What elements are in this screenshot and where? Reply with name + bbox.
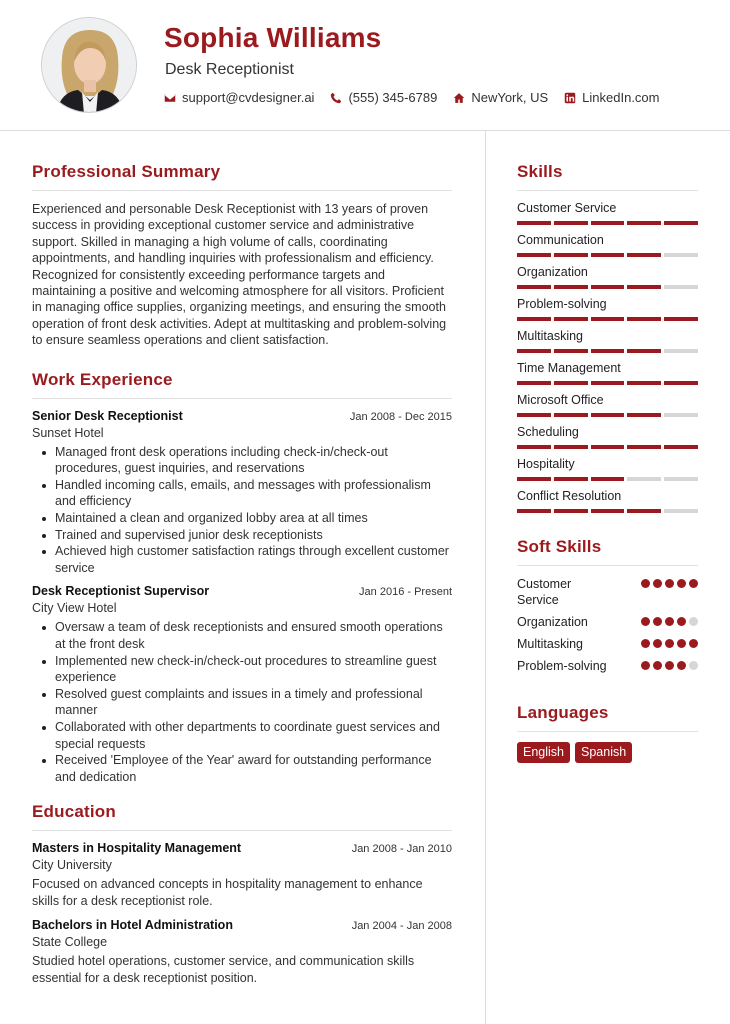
contact-location-text: NewYork, US [471,90,549,105]
skill-level-segment [517,349,551,353]
rating-dot [653,617,662,626]
skills-heading: Skills [517,162,698,191]
skills-section [517,162,698,513]
summary-text: Experienced and personable Desk Receptionist with 13 years of proven success in providing exceptional customer service and administrative support. Skilled in managing a high volume of calls, coordinating appointments, and handling inquiries with professionalism and efficiency. Recognized for consistently exceeding performance targets and maintaining a positive and welcoming atmosphere for all visitors. Proficient in managing office supplies, organizing meetings, and ensuring the smooth operation of front desk activities. Adept at multitasking and problem-solving to ensure seamless operations and client satisfaction. [32,202,447,348]
phone-icon [330,92,342,104]
sidebar-column [517,162,698,763]
job-entry-title: Senior Desk Receptionist [32,408,183,423]
skill-item [517,297,698,321]
skill-item [517,457,698,481]
soft-skill-item [517,636,698,652]
rating-dot [689,617,698,626]
job-entry [32,584,452,785]
skill-level-segment [591,477,625,481]
list-item: Maintained a clean and organized lobby area at all times [32,510,452,527]
soft-skill-rating [641,576,698,588]
skill-name: Time Management [517,361,621,375]
skill-item [517,329,698,353]
education-school: City University [32,858,112,873]
rating-dot [665,639,674,648]
soft-skill-rating [641,636,698,648]
main-column [32,162,452,992]
list-item: Managed front desk operations including check-in/check-out procedures, guest inquiries, and reservations [32,444,452,477]
skill-level-segment [591,221,625,225]
rating-dot [677,579,686,588]
education-degree: Bachelors in Hotel Administration [32,918,233,933]
skill-level-segment [591,253,625,257]
skill-level-bar [517,253,698,257]
job-entry-company: Sunset Hotel [32,425,104,440]
skill-level-segment [664,445,698,449]
soft-skill-rating [641,658,698,670]
job-title: Desk Receptionist [165,61,294,78]
soft-skills-section [517,537,698,674]
skill-level-segment [627,285,661,289]
experience-heading: Work Experience [32,370,452,399]
skill-level-segment [627,253,661,257]
skill-level-segment [517,413,551,417]
skill-name: Conflict Resolution [517,489,622,503]
education-heading: Education [32,802,452,831]
skill-item [517,361,698,385]
list-item: Achieved high customer satisfaction ratings through excellent customer service [32,543,452,576]
skill-level-segment [517,477,551,481]
rating-dot [689,661,698,670]
list-item: Oversaw a team of desk receptionists and ensured smooth operations at the front desk [32,619,452,652]
rating-dot [689,639,698,648]
skill-name: Scheduling [517,425,579,439]
skill-level-segment [664,381,698,385]
skill-level-bar [517,477,698,481]
skill-level-segment [554,349,588,353]
skill-level-segment [664,413,698,417]
skill-name: Hospitality [517,457,575,471]
rating-dot [665,579,674,588]
education-entry [32,841,452,909]
soft-skill-name: Customer Service [517,577,572,607]
skill-level-segment [627,349,661,353]
skill-item [517,265,698,289]
education-date: Jan 2008 - Jan 2010 [351,843,452,856]
list-item: Implemented new check-in/check-out procedures to streamline guest experience [32,653,452,686]
skill-level-segment [554,413,588,417]
skill-level-segment [554,317,588,321]
soft-skills-list [517,576,698,674]
skill-item [517,425,698,449]
skill-level-segment [664,221,698,225]
skill-level-segment [627,221,661,225]
soft-skill-name: Problem-solving [517,659,607,673]
soft-skill-name: Organization [517,615,588,629]
skill-level-segment [664,317,698,321]
contact-location [453,90,548,105]
rating-dot [641,661,650,670]
skill-level-bar [517,285,698,289]
skill-level-segment [591,285,625,289]
skill-item [517,233,698,257]
list-item: Collaborated with other departments to coordinate guest services and special requests [32,719,452,752]
skill-level-bar [517,221,698,225]
skill-level-bar [517,317,698,321]
skill-level-segment [664,477,698,481]
contact-phone-text: (555) 345-6789 [348,90,438,105]
language-tag: Spanish [575,742,632,763]
rating-dot [641,579,650,588]
skill-item [517,489,698,513]
skill-level-segment [627,445,661,449]
contact-linkedin-text: LinkedIn.com [582,90,660,105]
list-item: Received 'Employee of the Year' award for outstanding performance and dedication [32,752,452,785]
list-item: Handled incoming calls, emails, and messages with professionalism and efficiency [32,477,452,510]
skill-level-segment [664,349,698,353]
skill-level-segment [554,381,588,385]
contact-email[interactable] [164,90,314,105]
language-tag: English [517,742,570,763]
job-entry [32,409,452,577]
soft-skill-item [517,576,698,608]
rating-dot [665,617,674,626]
skill-item [517,393,698,417]
skill-level-segment [664,509,698,513]
skill-level-segment [664,253,698,257]
contact-list [164,90,660,105]
profile-photo [41,17,137,113]
education-section [32,802,452,986]
skill-level-segment [627,413,661,417]
skill-level-segment [591,317,625,321]
column-divider [485,131,486,1024]
envelope-icon [164,92,176,104]
contact-phone[interactable] [330,90,437,105]
job-entry-date: Jan 2016 - Present [359,586,452,599]
job-entry-company: City View Hotel [32,601,117,616]
skill-level-segment [517,445,551,449]
rating-dot [665,661,674,670]
education-date: Jan 2004 - Jan 2008 [351,920,452,933]
skill-item [517,201,698,225]
rating-dot [653,579,662,588]
skill-level-segment [591,381,625,385]
resume-header [0,0,730,131]
skill-name: Customer Service [517,201,617,215]
languages-list [517,742,698,763]
skill-level-segment [627,381,661,385]
experience-section [32,370,452,786]
languages-heading: Languages [517,703,698,732]
skill-level-segment [517,317,551,321]
skill-level-segment [591,445,625,449]
rating-dot [653,661,662,670]
skills-list [517,201,698,513]
rating-dot [653,639,662,648]
list-item: Resolved guest complaints and issues in a timely and professional manner [32,686,452,719]
soft-skill-rating [641,614,698,626]
summary-section [32,162,452,349]
rating-dot [677,617,686,626]
education-description: Focused on advanced concepts in hospitality management to enhance skills for a desk receptionist role. [32,877,423,908]
skill-level-segment [517,285,551,289]
skill-name: Communication [517,233,604,247]
education-entry [32,918,452,986]
soft-skill-item [517,614,698,630]
contact-email-text: support@cvdesigner.ai [182,90,315,105]
education-degree: Masters in Hospitality Management [32,841,242,856]
skill-name: Problem-solving [517,297,607,311]
skill-name: Multitasking [517,329,583,343]
summary-heading: Professional Summary [32,162,452,191]
skill-level-bar [517,413,698,417]
skill-level-bar [517,349,698,353]
skill-level-segment [517,381,551,385]
linkedin-icon [564,92,576,104]
skill-level-bar [517,381,698,385]
languages-section [517,703,698,763]
skill-level-segment [664,285,698,289]
skill-level-segment [554,509,588,513]
home-icon [453,92,465,104]
rating-dot [689,579,698,588]
rating-dot [641,639,650,648]
skill-level-segment [517,221,551,225]
skill-level-bar [517,509,698,513]
job-entry-bullets [32,444,452,577]
skill-level-segment [591,413,625,417]
list-item: Trained and supervised junior desk receptionists [32,527,452,544]
rating-dot [641,617,650,626]
job-entry-date: Jan 2008 - Dec 2015 [349,410,452,423]
skill-level-segment [517,253,551,257]
skill-level-segment [627,317,661,321]
soft-skills-heading: Soft Skills [517,537,698,566]
education-school: State College [32,935,108,950]
skill-level-segment [554,285,588,289]
skill-level-segment [554,221,588,225]
skill-level-segment [591,509,625,513]
candidate-name: Sophia Williams [164,22,382,53]
skill-level-segment [591,349,625,353]
skill-name: Organization [517,265,588,279]
contact-linkedin[interactable] [564,90,659,105]
skill-level-segment [627,477,661,481]
soft-skill-name: Multitasking [517,637,583,651]
skill-level-bar [517,445,698,449]
education-description: Studied hotel operations, customer service, and communication skills essential for a desk receptionist position. [32,954,415,985]
soft-skill-item [517,658,698,674]
rating-dot [677,639,686,648]
skill-level-segment [554,477,588,481]
job-entry-title: Desk Receptionist Supervisor [32,584,210,599]
skill-level-segment [517,509,551,513]
skill-level-segment [554,445,588,449]
skill-level-segment [627,509,661,513]
skill-level-segment [554,253,588,257]
skill-name: Microsoft Office [517,393,604,407]
rating-dot [677,661,686,670]
job-entry-bullets [32,619,452,785]
